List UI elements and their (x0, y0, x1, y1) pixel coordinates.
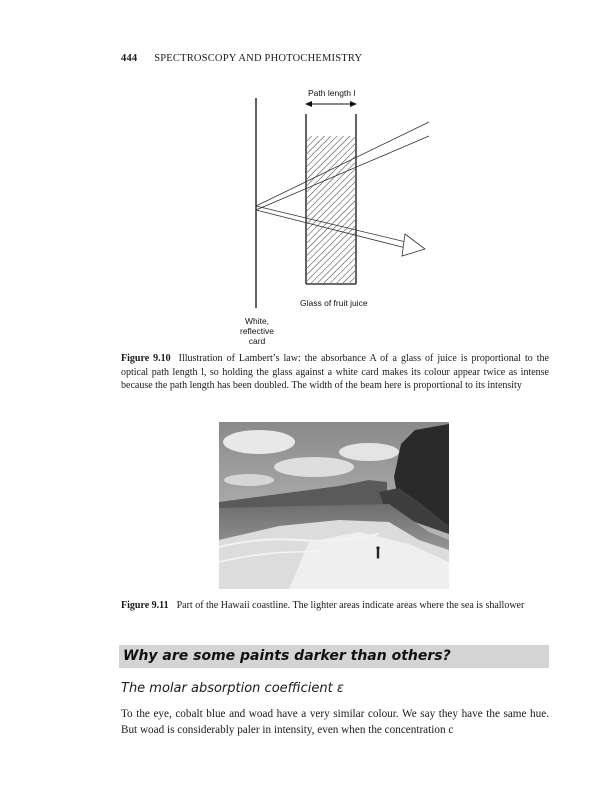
figure-9-11-caption (121, 599, 549, 613)
page-number: 444 (121, 53, 138, 64)
figure-9-11-label: Figure 9.11 (121, 600, 169, 611)
figure-9-10-label: Figure 9.10 (121, 353, 171, 364)
path-length-label: Path length l (308, 88, 356, 98)
section-heading-box (119, 645, 549, 668)
figure-9-10-caption (121, 352, 549, 393)
figure-9-10-caption-text: Illustration of Lambert’s law: the absorbance A of a glass of juice is proportional to the optical path length l, so holding the glass against a white card makes its colour appear twice as intense because the path length has been doubled. The width of the beam here is proportional to its intensity (121, 353, 549, 391)
section-subtitle: The molar absorption coefficient ε (121, 681, 344, 696)
glass-label: Glass of fruit juice (300, 298, 368, 308)
section-title: Why are some paints darker than others? (123, 648, 451, 664)
figure-9-11-caption-text: Part of the Hawaii coastline. The lighter areas indicate areas where the sea is shallower (176, 600, 525, 611)
svg-text:card: card (248, 336, 266, 344)
card-label (240, 316, 274, 344)
lambert-law-diagram (200, 82, 460, 344)
svg-text:reflective: reflective (239, 326, 275, 336)
running-title: SPECTROSCOPY AND PHOTOCHEMISTRY (154, 53, 363, 64)
glass-of-juice (306, 114, 356, 284)
path-length-arrow (305, 101, 357, 107)
hawaii-coastline-photo (219, 422, 449, 589)
svg-text:White,: White, (244, 316, 270, 326)
running-header (121, 53, 362, 64)
body-paragraph: To the eye, cobalt blue and woad have a very similar colour. We say they have the same hue. But woad is considerably paler in intensity, even when the concentration c (121, 708, 549, 736)
